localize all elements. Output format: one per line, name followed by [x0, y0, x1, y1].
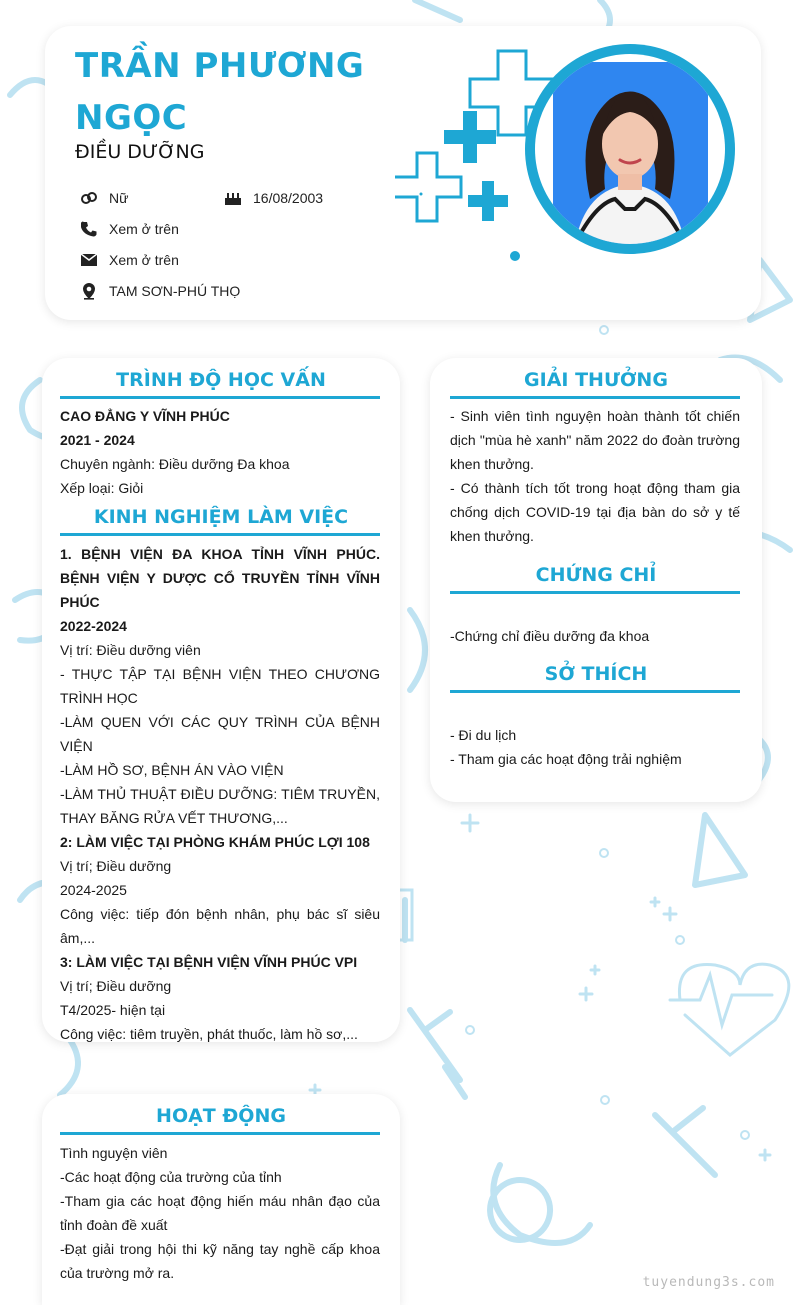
hobbies-divider	[450, 690, 740, 693]
gender-row	[79, 189, 128, 207]
gender-value: Nữ	[109, 190, 129, 206]
phone-icon	[79, 220, 99, 238]
job-heading: 1. BỆNH VIỆN ĐA KHOA TỈNH VĨNH PHÚC. BỆNH VIỆN Y DƯỢC CỔ TRUYỀN TỈNH VĨNH PHÚC	[60, 546, 380, 610]
education-title: TRÌNH ĐỘ HỌC VẤN	[116, 369, 326, 391]
profile-photo-frame	[525, 44, 735, 254]
education-school: CAO ĐẲNG Y VĨNH PHÚC	[60, 408, 230, 424]
activities-card	[42, 1094, 400, 1305]
hobby-item: - Tham gia các hoạt động trải nghiệm	[450, 751, 682, 767]
job-line: - THỰC TẬP TẠI BỆNH VIỆN THEO CHƯƠNG TRÌNH HỌC	[60, 666, 380, 706]
phone-row	[79, 220, 179, 238]
birthday-row	[223, 189, 323, 207]
job-line: -LÀM QUEN VỚI CÁC QUY TRÌNH CỦA BỆNH VIỆN	[60, 714, 380, 754]
job-line: -LÀM THỦ THUẬT ĐIỀU DƯỠNG: TIÊM TRUYỀN, THAY BĂNG RỬA VẾT THƯƠNG,...	[60, 786, 380, 826]
hobbies-list	[450, 723, 740, 771]
gender-icon	[79, 189, 99, 207]
profile-photo	[535, 54, 725, 244]
job-line: Công việc: tiếp đón bệnh nhân, phụ bác sĩ siêu âm,...	[60, 906, 380, 946]
email-value: Xem ở trên	[109, 252, 179, 268]
activities-list	[60, 1141, 380, 1285]
activity-item: -Tham gia các hoạt động hiến máu nhân đạo của tỉnh đoàn đề xuất	[60, 1193, 380, 1233]
activity-item: Tình nguyện viên	[60, 1145, 168, 1161]
left-column-card	[42, 358, 400, 1042]
hobbies-title: SỞ THÍCH	[544, 663, 648, 685]
job-line: Công việc: tiêm truyền, phát thuốc, làm hồ sơ,...	[60, 1026, 358, 1042]
certificates-title: CHỨNG CHỈ	[535, 564, 657, 586]
watermark: tuyendung3s.com	[642, 1275, 775, 1290]
location-pin-icon	[79, 282, 99, 300]
job-period: 2022-2024	[60, 618, 127, 634]
birthday-cake-icon	[223, 189, 243, 207]
job-heading: 3: LÀM VIỆC TẠI BỆNH VIỆN VĨNH PHÚC VPI	[60, 954, 358, 970]
award-item: - Có thành tích tốt trong hoạt động tham gia chống dịch COVID-19 tại địa bàn do sở y tế khen thưởng.	[450, 480, 740, 544]
education-details	[60, 404, 380, 500]
job-position: Vị trí: Điều dưỡng viên	[60, 642, 201, 658]
award-item: - Sinh viên tình nguyện hoàn thành tốt chiến dịch "mùa hè xanh" năm 2022 do đoàn trường khen thưởng.	[450, 408, 740, 472]
job-position: Vị trí; Điều dưỡng	[60, 858, 172, 874]
experience-title: KINH NGHIỆM LÀM VIỆC	[93, 506, 349, 528]
job-period: T4/2025- hiện tại	[60, 1002, 166, 1018]
education-major: Chuyên ngành: Điều dưỡng Đa khoa	[60, 456, 290, 472]
activities-title: HOẠT ĐỘNG	[156, 1105, 286, 1127]
activity-item: -Đạt giải trong hội thi kỹ năng tay nghề cấp khoa của trường mở ra.	[60, 1241, 380, 1281]
phone-value: Xem ở trên	[109, 221, 179, 237]
awards-title: GIẢI THƯỞNG	[524, 369, 668, 391]
certificates-divider	[450, 591, 740, 594]
job-title: ĐIỀU DƯỠNG	[75, 141, 205, 163]
experience-details	[60, 542, 380, 1046]
job-position: Vị trí; Điều dưỡng	[60, 978, 172, 994]
address-row	[79, 282, 240, 300]
education-years: 2021 - 2024	[60, 432, 135, 448]
certificate-item: -Chứng chỉ điều dưỡng đa khoa	[450, 628, 650, 644]
header-card	[45, 26, 761, 320]
hobby-item: - Đi du lịch	[450, 727, 517, 743]
experience-divider	[60, 533, 380, 536]
job-period: 2024-2025	[60, 882, 127, 898]
birthday-value: 16/08/2003	[253, 190, 324, 206]
candidate-name: TRẦN PHƯƠNG NGỌC	[75, 46, 365, 138]
job-line: -LÀM HỒ SƠ, BỆNH ÁN VÀO VIỆN	[60, 762, 284, 778]
awards-list	[450, 404, 740, 548]
certificates-list	[450, 624, 740, 648]
activities-divider	[60, 1132, 380, 1135]
activity-item: -Các hoạt động của trường của tỉnh	[60, 1169, 282, 1185]
address-value: TAM SƠN-PHÚ THỌ	[109, 283, 241, 299]
right-column-card	[430, 358, 762, 802]
education-divider	[60, 396, 380, 399]
job-heading: 2: LÀM VIỆC TẠI PHÒNG KHÁM PHÚC LỢI 108	[60, 834, 370, 850]
email-row	[79, 251, 179, 269]
email-icon	[79, 251, 99, 269]
awards-divider	[450, 396, 740, 399]
education-grade: Xếp loại: Giỏi	[60, 480, 144, 496]
